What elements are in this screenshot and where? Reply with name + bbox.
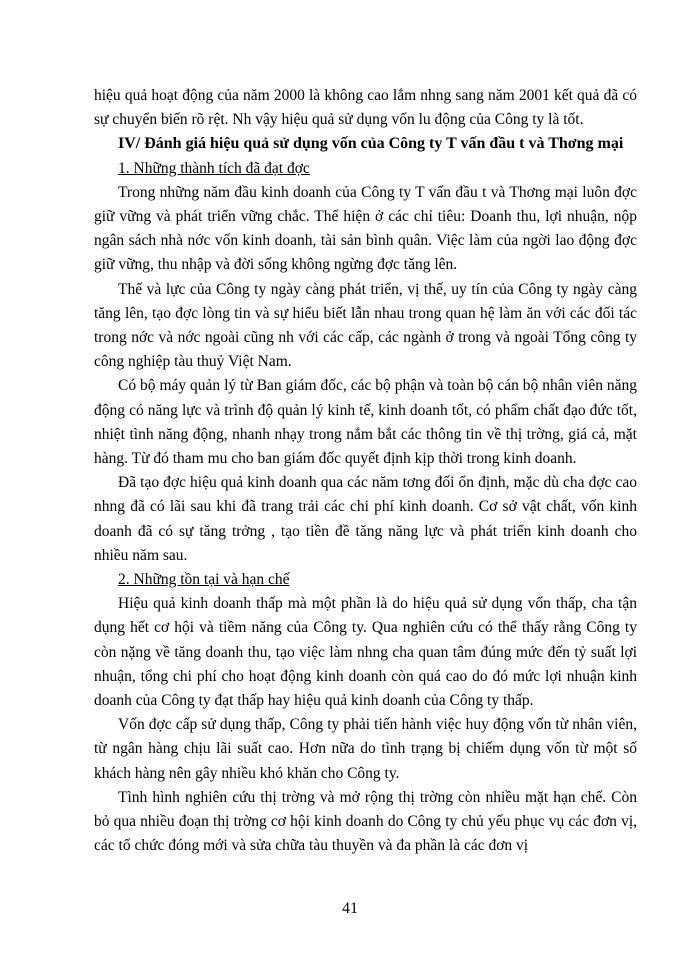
subsection-heading: 2. Những tồn tại và hạn chế	[118, 571, 290, 589]
paragraph-continued: hiệu quả hoạt động của năm 2000 là không cao lắm nhng sang năm 2001 kết quả đã có sự chuyển biến rõ rệt. Nh vậy hiệu quả sử dụng vốn lu động của Công ty là tốt.	[94, 87, 637, 129]
paragraph: Vốn đợc cấp sử dụng thấp, Công ty phải tiến hành việc huy động vốn từ nhân viên, từ ngân hàng chịu lãi suất cao. Hơn nữa do tình trạng bị chiếm dụng vốn từ một số khách hàng nên gây nhiều khó khăn cho Công ty.	[94, 716, 637, 782]
section-heading: IV/ Đánh giá hiệu quả sử dụng vốn của Công ty T vấn đầu t và Thơng mại	[118, 135, 624, 153]
paragraph: Tình hình nghiên cứu thị trờng và mở rộng thị trờng còn nhiều mặt hạn chế. Còn bỏ qua nhiều đoạn thị trờng cơ hội kinh doanh do Công ty chủ yếu phục vụ các đơn vị, các tổ chức đóng mới và sửa chữa tàu thuyền và đa phần là các đơn vị	[94, 788, 637, 855]
page-body	[94, 84, 637, 859]
subsection-heading: 1. Những thành tích đã đạt đợc	[118, 159, 310, 177]
paragraph: Đã tạo đợc hiệu quả kinh doanh qua các năm tơng đối ổn định, mặc dù cha đợc cao nhng đã có lãi sau khi đã trang trải các chi phí kinh doanh. Cơ sở vật chất, vốn kinh doanh đã có sự tăng trởng , tạo tiền đề tăng năng lực và phát triển kinh doanh cho nhiều năm sau.	[94, 474, 637, 564]
paragraph: Hiệu quả kinh doanh thấp mà một phần là do hiệu quả sử dụng vốn thấp, cha tận dụng hết cơ hội và tiềm năng của Công ty. Qua nghiên cứu có thể thấy rằng Công ty còn nặng về tăng doanh thu, tạo việc làm nhng cha quan tâm đúng mức đến tỷ suất lợi nhuận, tổng chi phí cho hoạt động kinh doanh còn quá cao do đó mức lợi nhuận kinh doanh của Công ty đạt thấp hay hiệu quả kinh doanh của Công ty thấp.	[94, 595, 637, 710]
paragraph: Thế và lực của Công ty ngày càng phát triển, vị thế, uy tín của Công ty ngày càng tăng lên, tạo đợc lòng tin và sự hiểu biết lẫn nhau trong quan hệ làm ăn với các đối tác trong nớc và nớc ngoài cũng nh với các cấp, các ngành ở trong và ngoài Tổng công ty công nghiệp tàu thuỷ Việt Nam.	[94, 280, 637, 371]
page-number: 41	[342, 900, 358, 917]
paragraph: Trong những năm đầu kinh doanh của Công ty T vấn đầu t và Thơng mại luôn đợc giữ vững và phát triển vững chắc. Thể hiện ở các chỉ tiêu: Doanh thu, lợi nhuận, nộp ngân sách nhà nớc vốn kinh doanh, tài sản bình quân. Việc làm của ngời lao động đợc giữ vững, thu nhập và đời sống không ngừng đợc tăng lên.	[94, 183, 637, 274]
paragraph: Có bộ máy quản lý từ Ban giám đốc, các bộ phận và toàn bộ cán bộ nhân viên năng động có năng lực và trình độ quản lý kinh tế, kinh doanh tốt, có phẩm chất đạo đức tốt, nhiệt tình năng động, nhanh nhạy trong nắm bắt các thông tin về thị trờng, giá cả, mặt hàng. Từ đó tham mu cho ban giám đốc quyết định kịp thời trong kinh doanh.	[94, 377, 637, 468]
